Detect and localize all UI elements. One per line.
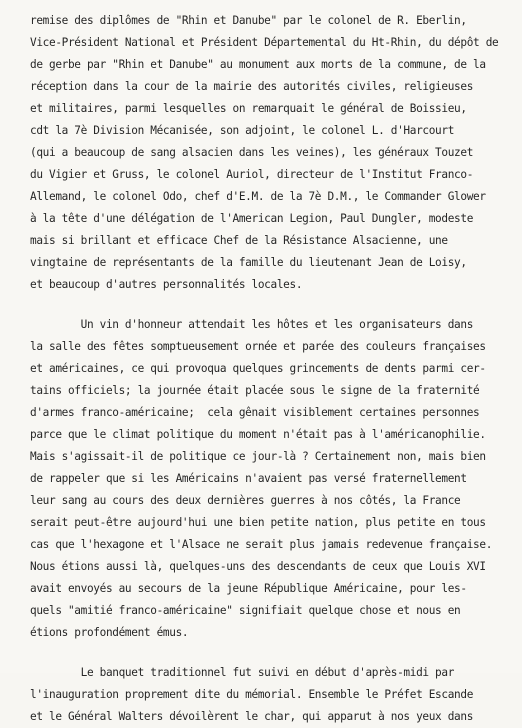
text-line: du Vigier et Gruss, le colonel Auriol, directeur de l'Institut Franco- [30, 168, 474, 181]
text-line: Un vin d'honneur attendait les hôtes et les organisateurs dans [30, 318, 474, 331]
text-line: de rappeler que si les Américains n'avaient pas versé fraternellement [30, 472, 467, 485]
text-line: à la tête d'une délégation de l'American Legion, Paul Dungler, modeste [30, 212, 474, 225]
text-line: Vice-Président National et Président Départemental du Ht-Rhin, du dépôt de [30, 36, 499, 49]
paragraph-gap [30, 644, 510, 662]
text-line: et beaucoup d'autres personnalités locales. [30, 278, 303, 291]
text-line: Le banquet traditionnel fut suivi en début d'après-midi par [30, 666, 455, 679]
text-line: parce que le climat politique du moment n'était pas à l'américanophilie. [30, 428, 486, 441]
text-line: Allemand, le colonel Odo, chef d'E.M. de la 7è D.M., le Commander Glower [30, 190, 486, 203]
text-line: de gerbe par "Rhin et Danube" au monument aux morts de la commune, de la [30, 58, 486, 71]
text-line: mais si brillant et efficace Chef de la Résistance Alsacienne, une [30, 234, 448, 247]
text-line: et militaires, parmi lesquelles on remarquait le général de Boissieu, [30, 102, 467, 115]
typed-letter-text [30, 10, 510, 728]
text-line: la salle des fêtes somptueusement ornée et parée des couleurs françaises [30, 340, 486, 353]
text-line: Nous étions aussi là, quelques-uns des descendants de ceux que Louis XVI [30, 560, 486, 573]
text-line: (qui a beaucoup de sang alsacien dans les veines), les généraux Touzet [30, 146, 474, 159]
text-line: avait envoyés au secours de la jeune République Américaine, pour les- [30, 582, 467, 595]
paragraph-gap [30, 296, 510, 314]
text-line: leur sang au cours des deux dernières guerres à nos côtés, la France [30, 494, 461, 507]
text-line: et américaines, ce qui provoqua quelques grincements de dents parmi cer- [30, 362, 486, 375]
paragraph-2 [30, 314, 510, 644]
text-line: quels "amitié franco-américaine" signifiait quelque chose et nous en [30, 604, 461, 617]
paragraph-1 [30, 10, 510, 296]
text-line: étions profondément émus. [30, 626, 189, 639]
text-line: cdt la 7è Division Mécanisée, son adjoint, le colonel L. d'Harcourt [30, 124, 455, 137]
paragraph-3 [30, 662, 510, 728]
text-line: Mais s'agissait-il de politique ce jour-là ? Certainement non, mais bien [30, 450, 486, 463]
text-line: tains officiels; la journée était placée sous le signe de la fraternité [30, 384, 480, 397]
text-line: remise des diplômes de "Rhin et Danube" par le colonel de R. Eberlin, [30, 14, 467, 27]
text-line: d'armes franco-américaine; cela gênait visiblement certaines personnes [30, 406, 480, 419]
text-line: l'inauguration proprement dite du mémorial. Ensemble le Préfet Escande [30, 688, 474, 701]
text-line: cas que l'hexagone et l'Alsace ne serait plus jamais redevenue française. [30, 538, 493, 551]
text-line: et le Général Walters dévoilèrent le char, qui apparut à nos yeux dans [30, 710, 474, 723]
text-line: serait peut-être aujourd'hui une bien petite nation, plus petite en tous [30, 516, 486, 529]
text-line: vingtaine de représentants de la famille du lieutenant Jean de Loisy, [30, 256, 467, 269]
text-line: réception dans la cour de la mairie des autorités civiles, religieuses [30, 80, 474, 93]
